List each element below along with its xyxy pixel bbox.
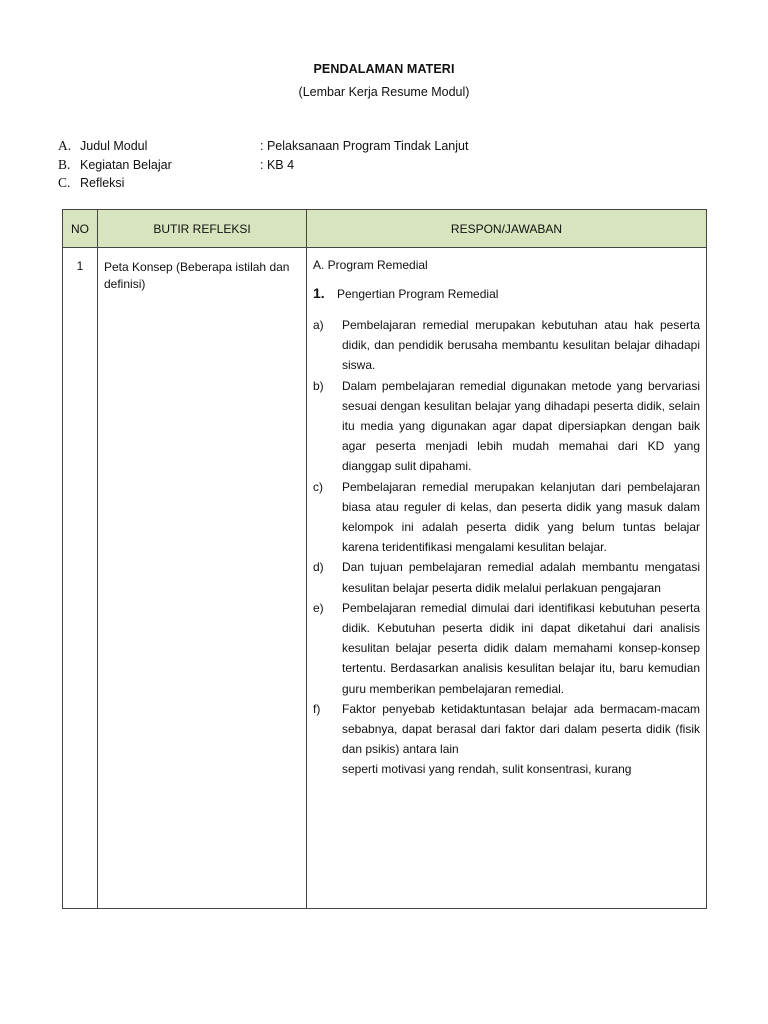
info-row-refleksi bbox=[58, 174, 468, 193]
header-butir-refleksi: BUTIR REFLEKSI bbox=[98, 210, 307, 248]
list-item-text: Dan tujuan pembelajaran remedial adalah membantu mengatasi kesulitan belajar peserta didik melalui perlakuan pengajaran bbox=[342, 560, 700, 595]
list-item-mark: c) bbox=[313, 479, 323, 494]
numbered-mark: 1. bbox=[313, 285, 325, 301]
page-title: PENDALAMAN MATERI bbox=[313, 62, 455, 76]
info-label: Kegiatan Belajar bbox=[80, 157, 172, 172]
header-no: NO bbox=[63, 210, 98, 248]
numbered-heading bbox=[313, 285, 700, 301]
list-item bbox=[313, 315, 700, 376]
list-item-mark: f) bbox=[313, 701, 321, 716]
numbered-text: Pengertian Program Remedial bbox=[337, 287, 499, 301]
info-label: Refleksi bbox=[80, 176, 125, 191]
list-item bbox=[313, 376, 700, 477]
info-row-kegiatan bbox=[58, 156, 468, 175]
list-item bbox=[313, 557, 700, 597]
row-number: 1 bbox=[63, 248, 98, 909]
list-item bbox=[313, 477, 700, 558]
list-item-text: Faktor penyebab ketidaktuntasan belajar ada bermacam-macam sebabnya, dapat berasal dari faktor dari dalam peserta didik (fisik dan psikis) antara lain bbox=[342, 701, 700, 757]
info-letter: B. bbox=[58, 156, 71, 172]
butir-refleksi-cell: Peta Konsep (Beberapa istilah dan definisi) bbox=[98, 248, 307, 909]
respon-cell bbox=[307, 248, 707, 909]
list-item bbox=[313, 699, 700, 760]
list-item-text: Pembelajaran remedial merupakan kebutuhan atau hak peserta didik, dan pendidik berusaha membantu kesulitan belajar dihadapi siswa. bbox=[342, 318, 700, 373]
list-item-mark: e) bbox=[313, 600, 324, 615]
info-letter: A. bbox=[58, 138, 72, 154]
list-item-text: Dalam pembelajaran remedial digunakan metode yang bervariasi sesuai dengan kesulitan belajar yang dihadapi peserta didik, selain itu media yang digunakan agar dapat dipersiapkan dengan baik agar peserta menjadi lebih mudah memahai dari KD yang dianggap sulit dipahami. bbox=[342, 378, 700, 474]
list-item-text: Pembelajaran remedial merupakan kelanjutan dari pembelajaran biasa atau reguler di kelas, dan peserta didik yang masuk dalam kelompok ini adalah peserta didik yang belum tuntas belajar karena teridentifikasi mengalami kesulitan belajar. bbox=[342, 479, 700, 555]
header-respon-jawaban: RESPON/JAWABAN bbox=[307, 210, 707, 248]
section-heading: A. Program Remedial bbox=[313, 258, 428, 272]
reflection-table bbox=[62, 209, 707, 909]
list-item-mark: b) bbox=[313, 378, 324, 393]
module-info bbox=[58, 137, 468, 193]
info-value: : KB 4 bbox=[260, 157, 295, 172]
info-row-judul bbox=[58, 137, 468, 156]
info-label: Judul Modul bbox=[80, 139, 148, 154]
list-item-mark: a) bbox=[313, 318, 324, 332]
continuation-text: seperti motivasi yang rendah, sulit konsentrasi, kurang bbox=[342, 762, 632, 777]
table-row bbox=[63, 248, 707, 909]
info-letter: C. bbox=[58, 175, 71, 191]
list-item-mark: d) bbox=[313, 560, 324, 575]
list-item bbox=[313, 598, 700, 699]
page-subtitle: (Lembar Kerja Resume Modul) bbox=[298, 85, 470, 99]
table-header-row bbox=[63, 210, 707, 248]
list-item-text: Pembelajaran remedial dimulai dari identifikasi kebutuhan peserta didik. Kebutuhan peserta didik ini dapat diketahui dari analisis kesulitan belajar peserta didik dalam memahami konsep-konsep tertentu. Berdasarkan analisis kesulitan belajar itu, baru kemudian guru memberikan pembelajaran remedial. bbox=[342, 600, 700, 696]
info-value: : Pelaksanaan Program Tindak Lanjut bbox=[260, 139, 469, 154]
